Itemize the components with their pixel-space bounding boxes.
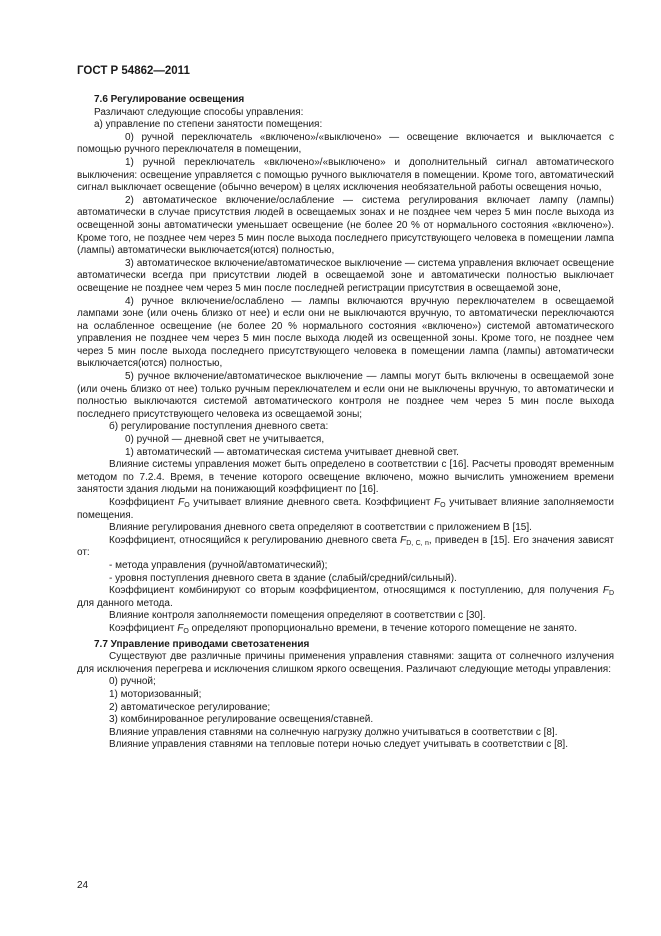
- symbol-F: F: [434, 497, 441, 508]
- paragraph: [77, 535, 614, 560]
- text-run: Коэффициент: [109, 622, 178, 634]
- list-item: 5) ручное включение/автоматическое выключение — лампы могут быть включены в освещаемой зоне (или очень близко от нее) только ручным переключателем и если они не выключены вручную, то автоматически и полностью выключаются системой автоматического контроля не позднее чем через 5 мин после выхода последнего присутствующего человека из освещаемой зоны;: [77, 371, 614, 420]
- paragraph: [77, 585, 614, 610]
- list-item: - метода управления (ручной/автоматический);: [109, 559, 328, 571]
- text-run: учитывает влияние дневного света. Коэффициент: [189, 497, 435, 508]
- list-item: 3) автоматическое включение/автоматическое выключение — система управления включает освещение автоматически всегда при присутствии людей в освещаемой зоне и автоматически полностью выключает освещение не позднее чем через 5 мин после последней регистрации присутствия в освещаемой зоне,: [77, 257, 614, 294]
- section-7-7-title: 7.7 Управление приводами светозатенения: [94, 638, 310, 650]
- page-number: 24: [77, 880, 89, 891]
- symbol-F: F: [178, 497, 185, 508]
- subscript: D: [608, 590, 614, 598]
- text-run: Коэффициент, относящийся к регулированию дневного света: [109, 534, 401, 546]
- section-7-6-title: 7.6 Регулирование освещения: [94, 94, 245, 105]
- paragraph: Различают следующие способы управления:: [94, 106, 304, 118]
- paragraph: Существуют две различные причины применения управления ставнями: защита от солнечного излучения для исключения перегрева и исключения слишком яркого освещения. Различают следующие методы управления:: [77, 651, 614, 675]
- list-item: 2) автоматическое включение/ослабление — система регулирования включает лампу (лампы) автоматически в случае присутствия людей в освещаемых зонах и не позднее чем через 5 мин после выхода из освещенной зоны автоматически уменьшает освещение (не более 20 % от нормального состояния «включено»). Кроме того, не позднее чем через 5 мин после выхода последнего присутствующего человека в помещении лампа (лампы) автоматически выключается(ются) полностью,: [77, 194, 614, 257]
- paragraph: Влияние регулирования дневного света определяют в соответствии с приложением В [15].: [109, 522, 532, 534]
- text-run: учитывает влияние заполняемости помещения.: [77, 497, 614, 521]
- list-item: 0) ручной — дневной свет не учитывается,: [125, 434, 325, 446]
- paragraph: Влияние управления ставнями на солнечную нагрузку должно учитываться в соответствии с [8].: [109, 726, 558, 738]
- list-item: 0) ручной переключатель «включено»/«выключено» — освещение включается и выключается с помощью ручного переключателя в помещении,: [77, 131, 614, 156]
- text-run: Коэффициент: [109, 497, 179, 508]
- list-item: б) регулирование поступления дневного света:: [109, 421, 329, 433]
- paragraph: [77, 623, 614, 636]
- subscript: D, C, n: [406, 539, 429, 547]
- list-item: 1) автоматический — автоматическая система учитывает дневной свет.: [125, 446, 459, 458]
- list-item: 1) ручной переключатель «включено»/«выключено» и дополнительный сигнал автоматического выключения: освещение управляется с помощью ручного выключателя в помещении. Кроме того, автоматический сигнал выключает освещение (обычно вечером) в целях исключения необязательной работы освещения ночью,: [77, 156, 614, 194]
- page-content: [77, 94, 614, 752]
- list-item: - уровня поступления дневного света в здание (слабый/средний/сильный).: [109, 572, 457, 584]
- document-header: ГОСТ Р 54862—2011: [77, 65, 190, 77]
- paragraph: Влияние управления ставнями на тепловые потери ночью следует учитывать в соответствии с [8].: [109, 739, 568, 751]
- symbol-F: F: [602, 585, 609, 597]
- subscript: O: [440, 502, 446, 509]
- text-run: для данного метода.: [77, 597, 173, 609]
- list-item: 3) комбинированное регулирование освещения/ставней.: [109, 714, 374, 726]
- text-run: Коэффициент комбинируют со вторым коэффициентом, относящимся к поступлению, для получения: [109, 585, 603, 597]
- symbol-F: F: [177, 622, 184, 634]
- subscript: O: [183, 627, 189, 635]
- text-run: , приведен в [15]. Его значения зависят от:: [77, 534, 614, 559]
- symbol-F: F: [400, 534, 407, 546]
- list-item: а) управление по степени занятости помещения:: [94, 119, 323, 131]
- list-item: 1) моторизованный;: [109, 688, 202, 700]
- paragraph: Влияние контроля заполняемости помещения определяют в соответствии с [30].: [109, 610, 486, 622]
- paragraph: Влияние системы управления может быть определено в соответствии с [16]. Расчеты проводят временным методом по 7.2.4. Время, в течение которого освещение включено, можно вычислить умножением времени занятости здания людьми на понижающий коэффициент по [16].: [77, 459, 614, 496]
- paragraph: [77, 497, 614, 522]
- list-item: 4) ручное включение/ослаблено — лампы включаются вручную переключателем в освещаемой лампами зоне (или очень близко от нее) и если они не выключаются вручную, то автоматически переключаются на ослабленное освещение (не более 20 % нормального состояния «включено») системой автоматического управления не позднее чем через 5 мин после выхода людей из освещенной зоны. Кроме того, не позднее чем через 5 мин после выхода последнего присутствующего человека в помещении лампа (лампы) автоматически выключается(ются) полностью,: [77, 295, 614, 370]
- list-item: 2) автоматическое регулирование;: [109, 701, 271, 713]
- text-run: определяют пропорционально времени, в течение которого помещение не занято.: [188, 622, 577, 634]
- list-item: 0) ручной;: [109, 676, 156, 688]
- subscript: O: [184, 502, 190, 509]
